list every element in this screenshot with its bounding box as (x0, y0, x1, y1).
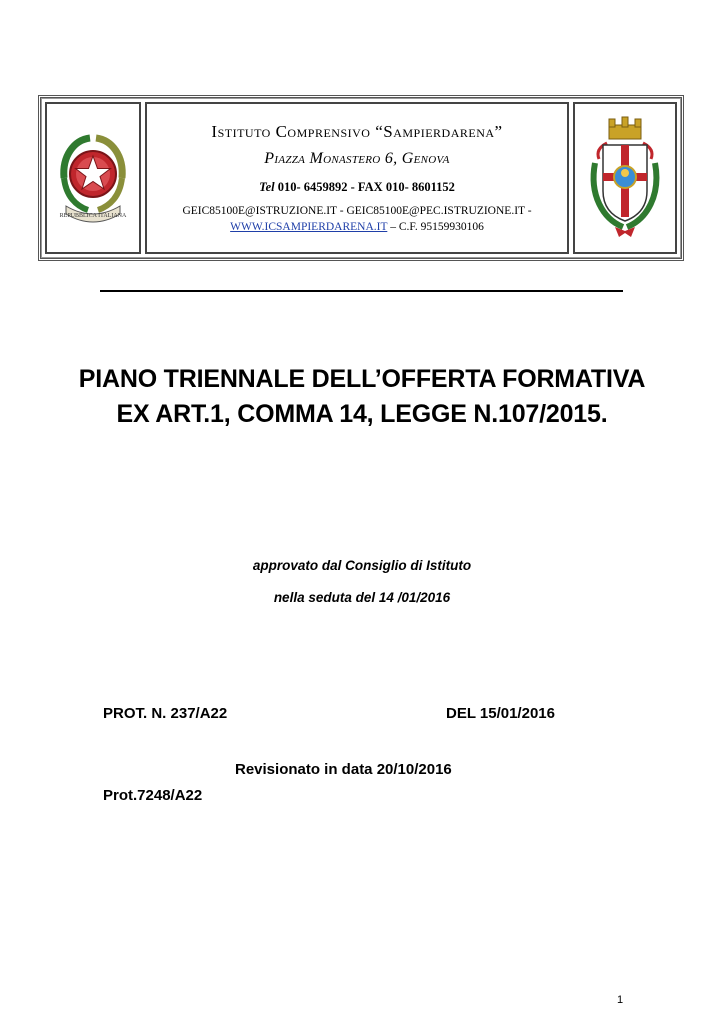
email-line: GEIC85100E@ISTRUZIONE.IT - GEIC85100E@PEC.ISTRUZIONE.IT - (182, 205, 532, 217)
italian-republic-emblem-icon (54, 126, 132, 230)
website-link[interactable]: WWW.ICSAMPIERDARENA.IT (230, 221, 388, 233)
institute-address: Piazza Monastero 6, Genova (264, 150, 450, 167)
left-emblem-cell (45, 102, 141, 254)
institute-name: Istituto Comprensivo “Sampierdarena” (211, 122, 503, 141)
separator: – (390, 221, 396, 233)
tax-code: C.F. 95159930106 (398, 221, 484, 233)
revision-protocol: Prot.7248/A22 (103, 787, 203, 804)
right-emblem-cell (573, 102, 677, 254)
fax-number: - FAX 010- 8601152 (350, 180, 455, 194)
contact-line (147, 180, 567, 195)
protocol-date: DEL 15/01/2016 (446, 705, 555, 722)
approval-line2: nella seduta del 14 /01/2016 (273, 590, 451, 605)
page-number: 1 (617, 994, 624, 1006)
revision-date: Revisionato in data 20/10/2016 (235, 761, 452, 778)
header-divider (100, 290, 623, 292)
tel-number: 010- 6459892 (277, 180, 348, 194)
protocol-number: PROT. N. 237/A22 (103, 705, 228, 722)
letterhead (38, 95, 684, 261)
tel-label: Tel (259, 180, 275, 194)
approval-line1: approvato dal Consiglio di Istituto (252, 558, 472, 573)
web-line (147, 221, 567, 233)
emblem-ribbon-text: REPUBBLICA ITALIANA (59, 213, 127, 219)
genova-coat-of-arms-icon (585, 115, 665, 241)
institute-info-cell (145, 102, 569, 254)
document-title-line1: PIANO TRIENNALE DELL’OFFERTA FORMATIVA (78, 365, 646, 393)
document-title-line2: EX ART.1, COMMA 14, LEGGE N.107/2015. (116, 400, 608, 428)
